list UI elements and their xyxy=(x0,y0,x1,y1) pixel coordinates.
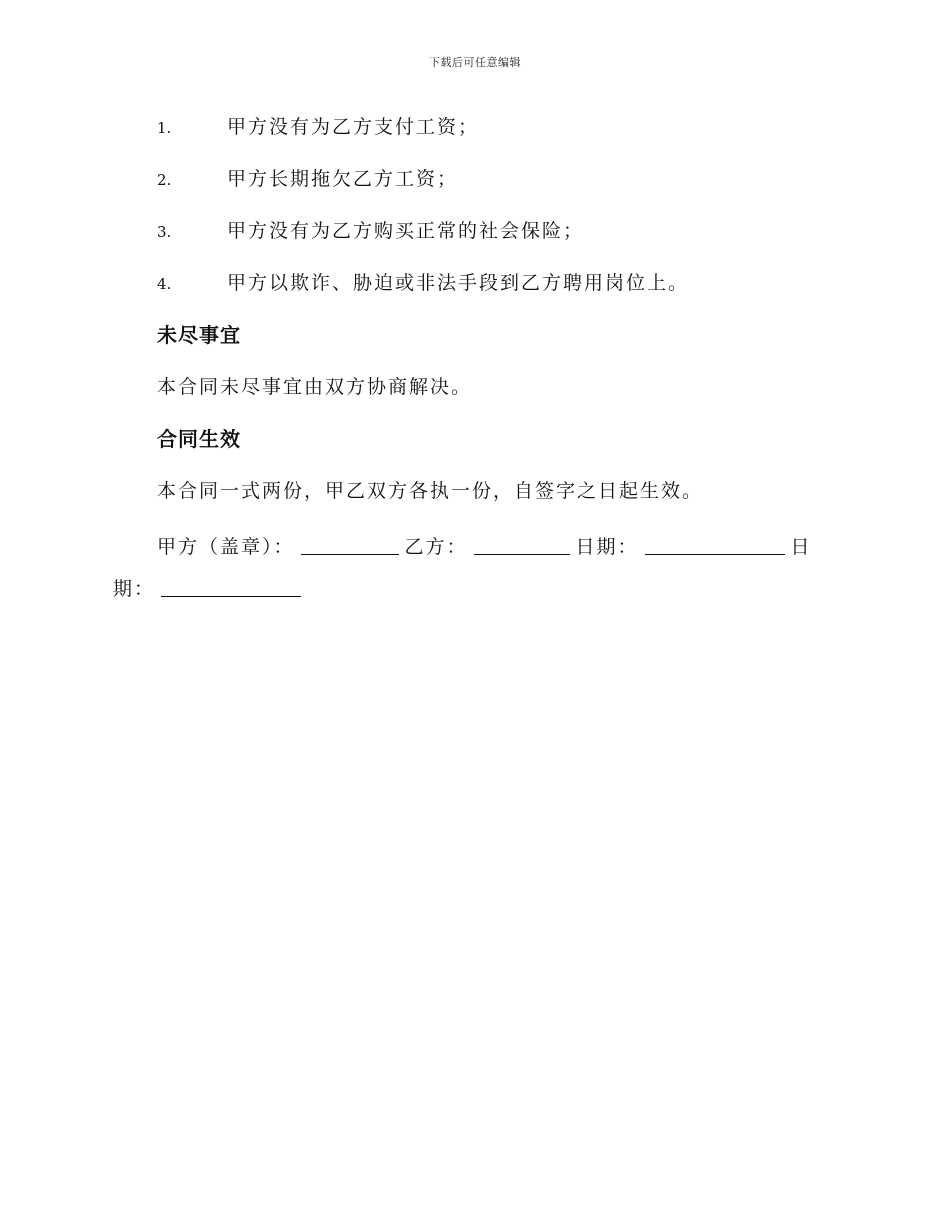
list-number: 1. xyxy=(157,119,172,137)
section-heading-unresolved-matters: 未尽事宜 xyxy=(157,323,241,347)
list-number: 2. xyxy=(157,171,172,189)
section-heading-contract-effective: 合同生效 xyxy=(157,427,241,451)
list-number: 4. xyxy=(157,275,172,293)
contract-body xyxy=(157,112,817,528)
section-body-unresolved-matters: 本合同未尽事宜由双方协商解决。 xyxy=(157,376,473,398)
party-b-label: 乙方： xyxy=(404,536,468,558)
page-header-note: 下载后可任意编辑 xyxy=(429,56,521,69)
list-item xyxy=(157,112,817,164)
list-item xyxy=(157,216,817,268)
section-body-contract-effective: 本合同一式两份，甲乙双方各执一份，自签字之日起生效。 xyxy=(157,480,704,502)
party-a-label: 甲方（盖章）： xyxy=(157,536,295,558)
date-1-label: 日期： xyxy=(575,536,639,558)
date-2-label: 日期： xyxy=(113,536,812,600)
list-text: 甲方没有为乙方购买正常的社会保险； xyxy=(227,220,585,242)
list-item xyxy=(157,268,817,320)
list-number: 3. xyxy=(157,223,172,241)
party-a-signature-line[interactable] xyxy=(301,532,399,555)
signature-block xyxy=(113,526,833,610)
party-b-signature-line[interactable] xyxy=(474,532,570,555)
list-item xyxy=(157,164,817,216)
date-1-line[interactable] xyxy=(645,532,785,555)
date-2-line[interactable] xyxy=(161,574,301,597)
list-text: 甲方长期拖欠乙方工资； xyxy=(227,168,459,190)
list-text: 甲方没有为乙方支付工资； xyxy=(227,116,480,138)
list-text: 甲方以欺诈、胁迫或非法手段到乙方聘用岗位上。 xyxy=(227,272,690,294)
